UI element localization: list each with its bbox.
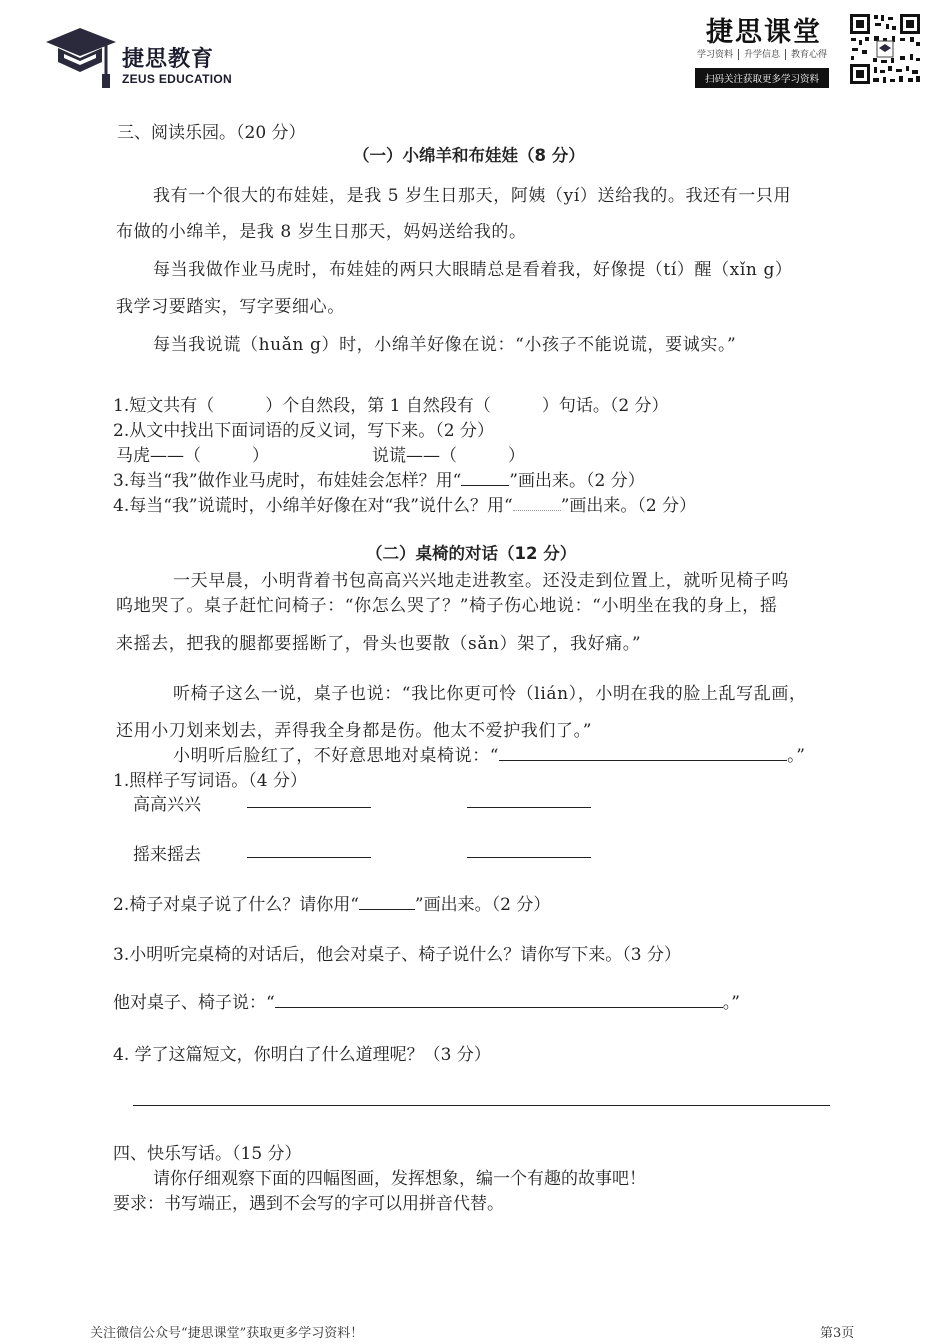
section4-heading: 四、快乐写话。（15 分） [113, 1144, 302, 1164]
tag-study-materials: 学习资料 [697, 50, 734, 60]
passage2-answer-3 [113, 988, 740, 1013]
passage1-line: 我学习要踏实，写字要细心。 [116, 297, 345, 317]
antonym-blank-2[interactable]: 说谎——（ ） [372, 446, 525, 466]
straight-underline-mark [359, 909, 415, 910]
word-blank[interactable] [467, 807, 591, 808]
page-number: 第3页 [820, 1326, 855, 1341]
tag-admission-info: 升学信息 [744, 50, 781, 60]
word-blank[interactable] [467, 857, 591, 858]
passage1-question-3 [113, 466, 645, 491]
passage2-title: （二）桌椅的对话（12 分） [366, 544, 577, 563]
passage1-line: 我有一个很大的布娃娃，是我 5 岁生日那天，阿姨（yí）送给我的。我还有一只用 [153, 186, 792, 206]
brand-name-cn: 捷思教育 [122, 47, 215, 72]
passage2-line [173, 741, 806, 766]
q2-text-after: ”画出来。（2 分） [414, 895, 551, 915]
dialogue-answer-blank[interactable] [499, 760, 787, 761]
answer-lead: 他对桌子、椅子说：“ [113, 993, 275, 1013]
passage1-line: 每当我说谎（huǎn g）时，小绵羊好像在说：“小孩子不能说谎，要诚实。” [153, 335, 737, 355]
q4-text-before: 4.每当“我”说谎时，小绵羊好像在对“我”说什么？用“ [113, 496, 513, 516]
answer-close: 。” [722, 993, 740, 1013]
passage2-question-2 [113, 890, 550, 915]
tag-education-tips: 教育心得 [791, 50, 828, 60]
passage2-line: 听椅子这么一说，桌子也说：“我比你更可怜（lián），小明在我的脸上乱写乱画， [173, 684, 807, 704]
q2-text-before: 2.椅子对桌子说了什么？请你用“ [113, 895, 359, 915]
section4-requirement: 要求：书写端正，遇到不会写的字可以用拼音代替。 [113, 1194, 504, 1214]
word-blank[interactable] [247, 807, 371, 808]
classroom-tags [697, 47, 827, 60]
word-blank[interactable] [247, 857, 371, 858]
section4-instruction: 请你仔细观察下面的四幅图画，发挥想象，编一个有趣的故事吧！ [153, 1169, 646, 1189]
answer-line[interactable] [133, 1105, 830, 1106]
passage2-question-4: 4. 学了这篇短文，你明白了什么道理呢？（3 分） [113, 1045, 491, 1065]
passage1-title: （一）小绵羊和布娃娃（8 分） [353, 146, 585, 165]
scan-banner: 扫码关注获取更多学习资料 [695, 68, 829, 88]
dialogue-close: 。” [787, 746, 806, 766]
q3-text-after: ”画出来。（2 分） [509, 471, 645, 491]
passage2-line: 来摇去，把我的腿都要摇断了，骨头也要散（sǎn）架了，我好痛。” [116, 634, 642, 654]
straight-underline-mark [461, 485, 509, 486]
footer-note: 关注微信公众号“捷思课堂”获取更多学习资料！ [90, 1326, 364, 1341]
example-word-1: 高高兴兴 [133, 795, 201, 815]
qr-code-icon[interactable] [848, 12, 922, 86]
classroom-title: 捷思课堂 [706, 17, 822, 48]
q3-text-before: 3.每当“我”做作业马虎时，布娃娃会怎样？用“ [113, 471, 462, 491]
passage1-question-1: 1.短文共有（ ）个自然段，第 1 自然段有（ ）句话。（2 分） [113, 396, 669, 416]
section3-heading: 三、阅读乐园。（20 分） [117, 123, 306, 143]
passage2-line: 还用小刀划来划去，弄得我全身都是伤。他太不爱护我们了。” [116, 721, 592, 741]
passage2-line: 呜地哭了。桌子赶忙问椅子：“你怎么哭了？”椅子伤心地说：“小明坐在我的身上，摇 [116, 596, 778, 616]
passage1-line: 每当我做作业马虎时，布娃娃的两只大眼睛总是看着我，好像提（tí）醒（xǐn g） [153, 260, 793, 280]
wavy-underline-mark [513, 500, 561, 511]
q4-text-after: ”画出来。（2 分） [560, 496, 697, 516]
passage2-question-1: 1.照样子写词语。（4 分） [113, 771, 307, 791]
dialogue-lead: 小明听后脸红了，不好意思地对桌椅说：“ [173, 746, 500, 766]
answer-blank[interactable] [275, 1007, 723, 1008]
brand-name-en: ZEUS EDUCATION [122, 72, 232, 86]
passage1-question-2: 2.从文中找出下面词语的反义词，写下来。（2 分） [113, 421, 494, 441]
passage1-question-4 [113, 491, 696, 516]
passage1-line: 布做的小绵羊，是我 8 岁生日那天，妈妈送给我的。 [116, 222, 527, 242]
zeus-education-logo-icon [44, 22, 118, 92]
passage2-line: 一天早晨，小明背着书包高高兴兴地走进教室。还没走到位置上，就听见椅子呜 [173, 571, 789, 591]
antonym-blank-1[interactable]: 马虎——（ ） [116, 446, 269, 466]
example-word-2: 摇来摇去 [133, 845, 201, 865]
passage2-question-3: 3.小明听完桌椅的对话后，他会对桌子、椅子说什么？请你写下来。（3 分） [113, 945, 681, 965]
